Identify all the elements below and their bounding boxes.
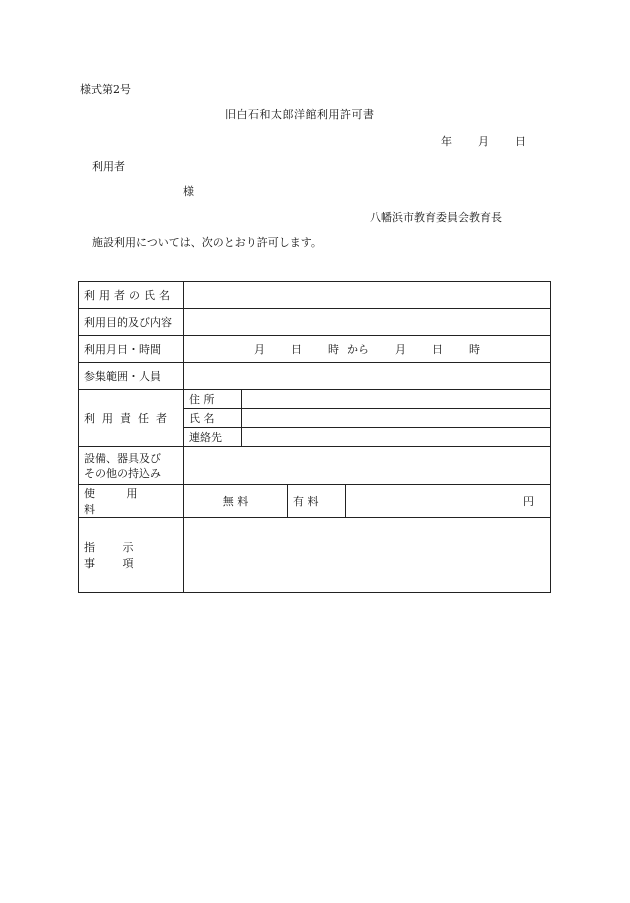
name-field[interactable] bbox=[184, 282, 551, 309]
dt-day2: 日 bbox=[432, 343, 443, 356]
dt-month1: 月 bbox=[254, 343, 265, 356]
user-label: 利用者 bbox=[92, 160, 125, 173]
address-field[interactable] bbox=[242, 390, 551, 409]
dt-hour1: 時 bbox=[328, 343, 339, 356]
yen-label: 円 bbox=[523, 495, 534, 508]
scope-label: 参集範囲・人員 bbox=[79, 363, 184, 390]
instructions-field[interactable] bbox=[184, 518, 551, 593]
form-number: 様式第2号 bbox=[80, 83, 131, 96]
table-row bbox=[79, 309, 551, 336]
fee-label: 使 用 料 bbox=[79, 485, 184, 518]
dt-kara: から bbox=[347, 343, 369, 356]
paid-amount-field[interactable] bbox=[346, 485, 551, 518]
purpose-label: 利用目的及び内容 bbox=[79, 309, 184, 336]
permit-form-table bbox=[78, 281, 551, 593]
datetime-label: 利用月日・時間 bbox=[79, 336, 184, 363]
issuer: 八幡浜市教育委員会教育長 bbox=[370, 211, 502, 224]
datetime-field[interactable] bbox=[184, 336, 551, 363]
equipment-label-line2: その他の持込み bbox=[84, 466, 161, 480]
contact-label: 連絡先 bbox=[184, 428, 242, 447]
table-row bbox=[79, 282, 551, 309]
date-line bbox=[441, 133, 526, 149]
free-label[interactable]: 無 料 bbox=[184, 485, 288, 518]
dt-day1: 日 bbox=[291, 343, 302, 356]
name-label: 利用者の氏名 bbox=[79, 282, 184, 309]
person-name-label: 氏 名 bbox=[184, 409, 242, 428]
table-row bbox=[79, 447, 551, 485]
dt-month2: 月 bbox=[395, 343, 406, 356]
lead-text: 施設利用については、次のとおり許可します。 bbox=[92, 236, 322, 249]
purpose-field[interactable] bbox=[184, 309, 551, 336]
document-title: 旧白石和太郎洋館利用許可書 bbox=[225, 108, 375, 121]
scope-field[interactable] bbox=[184, 363, 551, 390]
table-row bbox=[79, 336, 551, 363]
contact-field[interactable] bbox=[242, 428, 551, 447]
honorific: 様 bbox=[183, 185, 194, 198]
equipment-label bbox=[79, 447, 184, 485]
year-label: 年 bbox=[441, 135, 452, 148]
paid-label[interactable]: 有 料 bbox=[288, 485, 346, 518]
equipment-field[interactable] bbox=[184, 447, 551, 485]
dt-hour2: 時 bbox=[469, 343, 480, 356]
table-row bbox=[79, 390, 551, 409]
table-row bbox=[79, 485, 551, 518]
instructions-label: 指 示 事 項 bbox=[79, 518, 184, 593]
month-label: 月 bbox=[478, 135, 489, 148]
person-name-field[interactable] bbox=[242, 409, 551, 428]
day-label: 日 bbox=[515, 135, 526, 148]
equipment-label-line1: 設備、器具及び bbox=[84, 451, 161, 465]
responsible-label: 利用責任者 bbox=[79, 390, 184, 447]
table-row bbox=[79, 363, 551, 390]
address-label: 住 所 bbox=[184, 390, 242, 409]
table-row bbox=[79, 518, 551, 593]
